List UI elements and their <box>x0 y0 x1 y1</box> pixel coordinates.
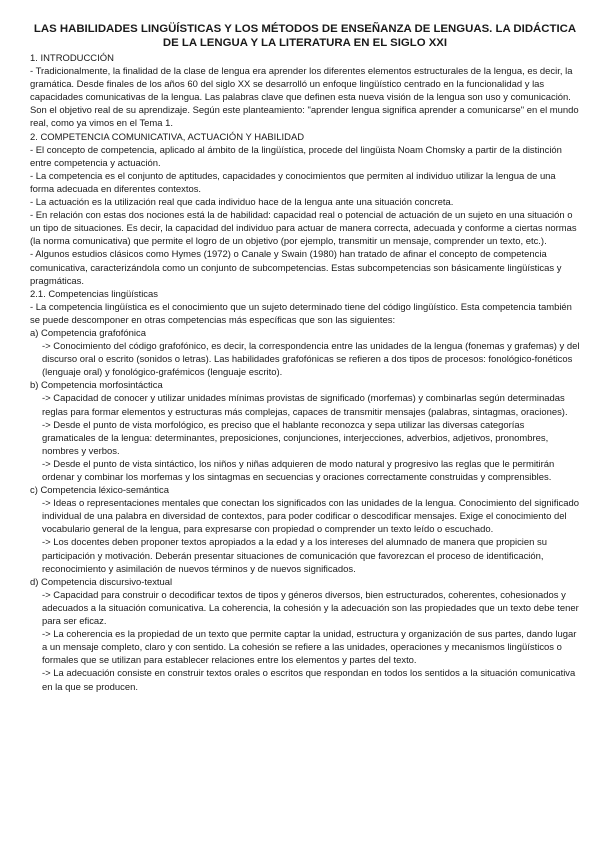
section-2-paragraph-4: - En relación con estas dos nociones está la de habilidad: capacidad real o potencial de actuación de un sujeto en una situación o un tipo de situaciones. Es decir, la capacidad del individuo para actuar de manera correcta, adecuada y conforme a ciertas normas (la norma comunicativa) que permite el logro de un objetivo (por ejemplo, transmitir un mensaje, comprender un texto, etc.). <box>30 210 577 248</box>
section-2-heading: 2. COMPETENCIA COMUNICATIVA, ACTUACIÓN Y HABILIDAD <box>30 131 305 143</box>
section-2-paragraph-1: - El concepto de competencia, aplicado al ámbito de la lingüística, procede del lingüista Noam Chomsky a partir de la distinción entre competencia y actuación. <box>30 144 562 169</box>
document-title: LAS HABILIDADES LINGÜÍSTICAS Y LOS MÉTODOS DE ENSEÑANZA DE LENGUAS. LA DIDÁCTICA DE LA LENGUA Y LA LITERATURA EN EL SIGLO XXI <box>33 23 577 49</box>
subsection-c-item-1: -> Ideas o representaciones mentales que conectan los significados con las unidades de la lengua. Conocimiento del significado individual de una palabra en diversidad de contextos, para poder codificar o descodificar mensajes. Exige el conocimiento del vocabulario general de la lengua, para expresarse con propiedad o comprender un texto leído o escuchado. <box>42 498 579 536</box>
subsection-d-item-2: -> La coherencia es la propiedad de un texto que permite captar la unidad, estructura y organización de sus partes, dando lugar a un mensaje completo, claro y con sentido. La cohesión se refiere a las unidades, operaciones y mecanismos lingüísticos o formales que se utilizan para establecer relaciones entre los elementos y partes del texto. <box>42 629 577 667</box>
document-body <box>30 52 580 694</box>
subsection-a-heading: a) Competencia grafofónica <box>30 327 146 339</box>
subsection-b-heading: b) Competencia morfosintáctica <box>30 380 163 392</box>
subsection-c-item-2: -> Los docentes deben proponer textos apropiados a la edad y a los intereses del alumnado de manera que propicien su participación y motivación. Deberán presentar situaciones de comunicación que favorezcan el proceso de identificación, reconocimiento y asimilación de nuevos términos y de nuevos significados. <box>42 537 547 575</box>
section-1-heading: 1. INTRODUCCIÓN <box>30 53 114 64</box>
section-2-paragraph-3: - La actuación es la utilización real que cada individuo hace de la lengua ante una situación concreta. <box>30 197 454 209</box>
subsection-a-item-1: -> Conocimiento del código grafofónico, es decir, la correspondencia entre las unidades de la lengua (fonemas y grafemas) y del discurso oral o escrito (sonidos o letras). Las habilidades grafofónicas se refieren a dos tipos de procesos: fonológico-fonéticos (lenguaje oral) y fonológico-grafémicos (lenguaje escrito). <box>42 341 580 379</box>
subsection-b-item-1: -> Capacidad de conocer y utilizar unidades mínimas provistas de significado (morfemas) y combinarlas según determinadas reglas para formar elementos y estructuras más complejas, capaces de transmitir mensajes (palabras, sintagmas, oraciones). <box>42 393 568 418</box>
subsection-d-heading: d) Competencia discursivo-textual <box>30 576 173 588</box>
subsection-b-item-3: -> Desde el punto de vista sintáctico, los niños y niñas adquieren de modo natural y progresivo las reglas que le permitirán ordenar y combinar los morfemas y los sintagmas en secuencias y oraciones correctamente construidas y comprensibles. <box>42 458 555 483</box>
subsection-d-item-1: -> Capacidad para construir o decodificar textos de tipos y géneros diversos, bien estructurados, coherentes, cohesionados y adecuados a la situación comunicativa. La coherencia, la cohesión y la adecuación son las propiedades que un texto debe tener para ser eficaz. <box>42 589 579 628</box>
section-2-paragraph-5: - Algunos estudios clásicos como Hymes (1972) o Canale y Swain (1980) han tratado de afinar el concepto de competencia comunicativa, caracterizándola como un conjunto de subcompetencias. Estas subcompetencias son básicamente lingüísticas y pragmáticas. <box>30 249 562 287</box>
section-2-paragraph-2: - La competencia es el conjunto de aptitudes, capacidades y conocimientos que permiten al individuo utilizar la lengua de una forma adecuada en diferentes contextos. <box>30 170 556 195</box>
subsection-c-heading: c) Competencia léxico-semántica <box>30 485 169 497</box>
section-1-paragraph: - Tradicionalmente, la finalidad de la clase de lengua era aprender los diferentes elementos estructurales de la lengua, es decir, la gramática. Desde finales de los años 60 del siglo XX se desarrolló un enfoque lingüístico centrado en la funcionalidad y las capacidades comunicativas de la lengua. Las palabras clave que definen esta nueva visión de la lengua son uso y comunicación. Son el objetivo real de su aprendizaje. Según este planteamiento: "aprender lengua significa aprender a comunicarse" en el mundo real, como ya vimos en el Tema 1. <box>30 66 579 130</box>
section-2-1-heading: 2.1. Competencias lingüísticas <box>30 288 158 300</box>
section-2-1-paragraph: - La competencia lingüística es el conocimiento que un sujeto determinado tiene del código lingüístico. Esta competencia también se puede descomponer en otras competencias más específicas que son las siguientes: <box>30 301 572 326</box>
subsection-b-item-2: -> Desde el punto de vista morfológico, es preciso que el hablante reconozca y sepa utilizar las diversas categorías gramaticales de la lengua: determinantes, preposiciones, conjunciones, interjecciones, adverbios, adjetivos, pronombres, nombres y verbos. <box>42 419 549 457</box>
subsection-d-item-3: -> La adecuación consiste en construir textos orales o escritos que respondan en todos los sentidos a la situación comunicativa en la que se producen. <box>42 668 576 693</box>
